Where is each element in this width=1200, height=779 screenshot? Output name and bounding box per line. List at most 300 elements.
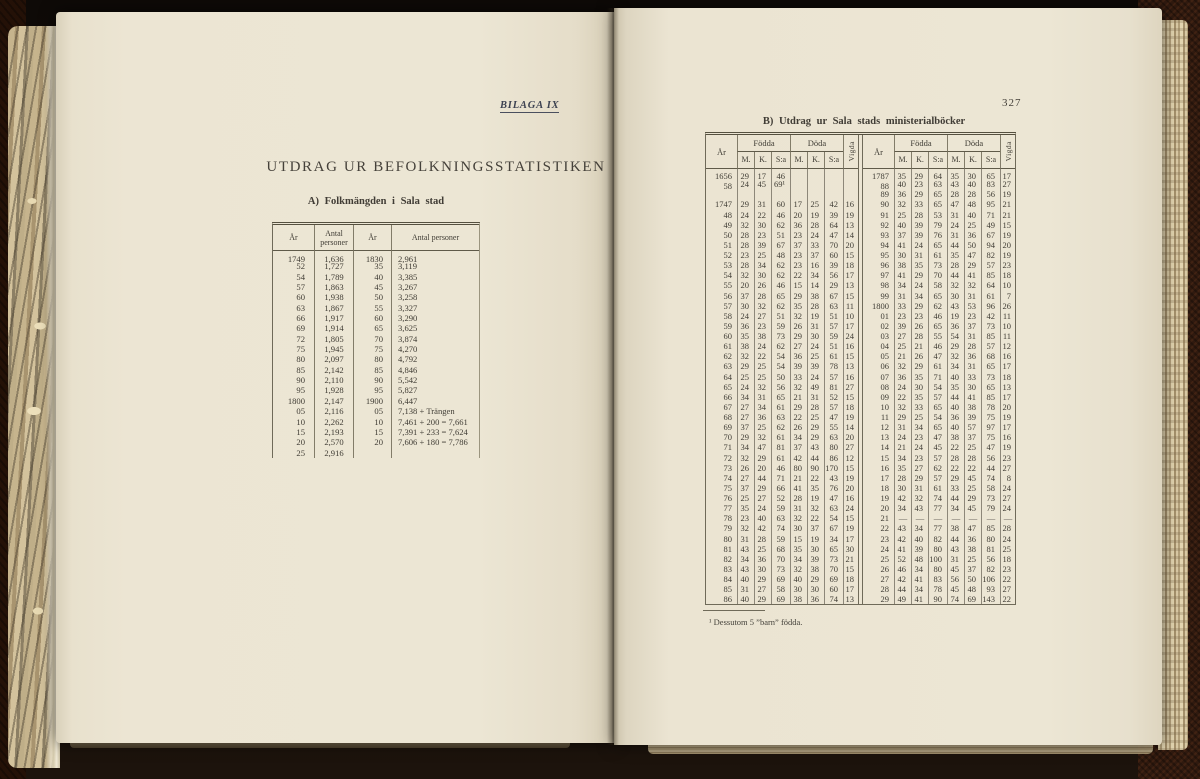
table-b-cell: 63: [771, 513, 790, 523]
table-b-cell: [706, 189, 737, 199]
table-b-cell: 71: [981, 210, 1000, 220]
table-b-cell: 65: [928, 189, 947, 199]
table-b-cell: 20: [1000, 402, 1015, 412]
table-b-cell: 29: [790, 291, 807, 301]
table-b-cell: 43: [807, 442, 824, 452]
table-b-cell: 47: [947, 199, 964, 209]
table-b-cell: 31: [947, 210, 964, 220]
table-b-cell: 10: [1000, 280, 1015, 290]
table-b-cell: 25: [754, 361, 771, 371]
table-a-cell: 1,863: [314, 282, 353, 292]
table-b-cell: 20: [843, 483, 858, 493]
table-b-cell: 48: [911, 554, 928, 564]
table-b-cell: 23: [911, 311, 928, 321]
table-b-cell: 35: [737, 503, 754, 513]
table-a-cell: 45: [353, 282, 391, 292]
table-b-cell: 39: [807, 361, 824, 371]
table-b-cell: 24: [737, 311, 754, 321]
table-b-cell: 44: [894, 584, 911, 594]
table-b-cell: 85: [723, 584, 732, 595]
table-a-cell: 2,961: [391, 251, 479, 261]
table-b-cell: 15: [790, 534, 807, 544]
table-b-cell: 25: [754, 250, 771, 260]
table-b-cell: 25: [807, 412, 824, 422]
table-b-cell: 40: [737, 574, 754, 584]
table-b-cell: 57: [928, 453, 947, 463]
table-b-cell: 35: [947, 250, 964, 260]
table-b-cell: 61: [771, 453, 790, 463]
table-b-cell: [843, 169, 858, 179]
table-a-cell: 10: [296, 416, 305, 427]
table-b-cell: 49: [723, 219, 732, 230]
table-b-cell: 19: [1000, 442, 1015, 452]
table-a-cell: 7,391 + 233 = 7,624: [391, 427, 479, 437]
table-b-cell: 26: [1000, 301, 1015, 311]
table-b-cell: 36: [894, 372, 911, 382]
table-b-cell: 74: [947, 594, 964, 604]
table-a-cell: 2,262: [314, 417, 353, 427]
table-b-cell: 36: [790, 351, 807, 361]
table-b-cell: 40: [964, 210, 981, 220]
table-a-header-count: Antal personer: [314, 225, 353, 251]
table-b-cell: 45: [754, 179, 771, 189]
table-b-cell: 45: [928, 442, 947, 452]
table-b-cell: 49: [807, 382, 824, 392]
table-b-cell: 73: [771, 331, 790, 341]
table-a-cell: 2,110: [314, 375, 353, 385]
table-b-cell: 13: [843, 594, 858, 604]
table-b-cell: 58: [981, 483, 1000, 493]
table-b-cell: 03: [880, 331, 889, 341]
table-a-cell: [353, 448, 391, 458]
table-b-cell: 39: [824, 260, 843, 270]
table-b-cell: 37: [737, 291, 754, 301]
table-a-cell: 2,147: [314, 396, 353, 406]
table-b-cell: 56: [723, 290, 732, 301]
table-a-cell: [391, 448, 479, 458]
table-b-cell: 36: [754, 554, 771, 564]
table-b-cell: 40: [947, 422, 964, 432]
table-b-cell: 25: [880, 553, 889, 564]
table-b-cell: 65: [928, 199, 947, 209]
table-b-cell: 67: [824, 523, 843, 533]
table-a-cell: 90: [353, 375, 391, 385]
table-b-cell: 32: [737, 523, 754, 533]
table-b-cell: 19: [807, 311, 824, 321]
table-b-cell: 62: [928, 301, 947, 311]
table-b-cell: 80: [981, 534, 1000, 544]
table-b-cell: 50: [771, 372, 790, 382]
table-b-cell: 47: [754, 442, 771, 452]
table-b-cell: 63: [928, 179, 947, 189]
page-title: UTDRAG UR BEFOLKNINGSSTATISTIKEN: [266, 159, 606, 175]
table-b-cell: 34: [894, 453, 911, 463]
table-b-cell: 73: [981, 321, 1000, 331]
table-b-cell: 94: [880, 239, 889, 250]
table-b-cell: 17: [790, 199, 807, 209]
table-b-cell: 39: [894, 321, 911, 331]
table-b-cell: 100: [928, 554, 947, 564]
table-b-cell: 21: [894, 442, 911, 452]
table-b-cell: 63: [771, 412, 790, 422]
table-b-cell: 27: [737, 412, 754, 422]
table-b-cell: 21: [843, 554, 858, 564]
table-b-cell: 69: [824, 574, 843, 584]
table-b-cell: 24: [894, 432, 911, 442]
table-b-cell: 15: [843, 392, 858, 402]
table-b-cell: 34: [790, 432, 807, 442]
table-b-cell: 28: [947, 260, 964, 270]
table-b-cell: 32: [894, 402, 911, 412]
table-b-cell: 11: [1000, 331, 1015, 341]
table-a-cell: 20: [296, 437, 305, 448]
table-b-cell: 32: [947, 351, 964, 361]
table-b-cell: 73: [771, 564, 790, 574]
table-b-cell: 43: [947, 544, 964, 554]
table-b-cell: 46: [894, 564, 911, 574]
table-b-cell: 58: [928, 280, 947, 290]
table-b-cell: 29: [964, 493, 981, 503]
table-b-cell: 53: [723, 260, 732, 271]
table-b-cell: 27: [737, 473, 754, 483]
table-b-cell: 56: [981, 453, 1000, 463]
table-b-cell: 81: [723, 543, 732, 554]
table-b-cell: 23: [911, 432, 928, 442]
table-b-cell: 29: [911, 473, 928, 483]
table-b-cell: 29: [824, 280, 843, 290]
table-b-cell: 35: [894, 463, 911, 473]
table-b-cell: 40: [947, 372, 964, 382]
table-b-cell: 21: [911, 341, 928, 351]
table-b-cell: 60: [824, 250, 843, 260]
table-b-cell: 47: [824, 412, 843, 422]
table-b-cell: 26: [911, 321, 928, 331]
table-a-cell: 5,827: [391, 385, 479, 395]
table-a-cell: 1830: [353, 251, 391, 261]
table-b-cell: 63: [824, 432, 843, 442]
table-b-cell: 65: [824, 544, 843, 554]
table-b-cell: 52: [824, 392, 843, 402]
table-b-cell: 20: [754, 463, 771, 473]
table-b-cell: 17: [1000, 169, 1015, 179]
table-b-cell: 51: [723, 239, 732, 250]
table-b-cell: 54: [723, 270, 732, 281]
table-b-cell: 82: [981, 564, 1000, 574]
table-b-cell: 93: [880, 229, 889, 240]
table-b-cell: 24: [1000, 534, 1015, 544]
table-b-cell: 29: [807, 422, 824, 432]
table-b-cell: 70: [771, 554, 790, 564]
table-b-cell: 17: [843, 584, 858, 594]
table-b-cell: 22: [964, 463, 981, 473]
table-b-cell: —: [947, 513, 964, 523]
table-a-cell: 3,267: [391, 282, 479, 292]
table-b-cell: 18: [843, 260, 858, 270]
table-b-cell: 77: [928, 523, 947, 533]
table-b-cell: 38: [947, 523, 964, 533]
table-b-cell: 95: [981, 199, 1000, 209]
table-b-cell: 86: [723, 594, 732, 605]
table-b-cell: 37: [964, 432, 981, 442]
table-b-cell: 36: [964, 230, 981, 240]
table-b-cell: 28: [911, 210, 928, 220]
table-b-cell: 90: [807, 463, 824, 473]
table-b-cell: 26: [790, 422, 807, 432]
table-b-cell: 91: [880, 209, 889, 220]
table-b-cell: 33: [964, 372, 981, 382]
table-b-cell: 19: [1000, 250, 1015, 260]
table-a-cell: 55: [353, 303, 391, 313]
table-b-cell: 61: [771, 432, 790, 442]
table-a-cell: 1,938: [314, 292, 353, 302]
table-b-cell: 01: [880, 310, 889, 321]
table-b-cell: 32: [964, 280, 981, 290]
table-b-cell: —: [894, 513, 911, 523]
left-page: [56, 12, 614, 743]
table-b-cell: 28: [790, 493, 807, 503]
table-b-cell: 23: [790, 260, 807, 270]
table-b-cell: 41: [894, 544, 911, 554]
table-b-cell: 43: [947, 301, 964, 311]
table-b-cell: 34: [790, 554, 807, 564]
table-b-cell: [754, 189, 771, 199]
table-b-cell: 29: [790, 402, 807, 412]
table-b-cell: 38: [737, 341, 754, 351]
table-a-header-count: Antal personer: [391, 225, 479, 251]
table-b-cell: 31: [737, 534, 754, 544]
table-b-cell: 27: [790, 341, 807, 351]
table-b-cell: 48: [771, 250, 790, 260]
table-b-header-married: [843, 135, 858, 169]
table-b-cell: 58: [723, 310, 732, 321]
table-b-cell: 05: [880, 351, 889, 362]
table-b-cell: 25: [737, 372, 754, 382]
table-b-cell: 27: [843, 442, 858, 452]
table-a-cell: 7,138 + Trängen: [391, 406, 479, 416]
table-b-cell: [807, 169, 824, 179]
table-b-cell: 49: [894, 594, 911, 604]
table-b-cell: 32: [947, 280, 964, 290]
table-b-cell: 57: [723, 300, 732, 311]
table-b-cell: 64: [824, 220, 843, 230]
table-b-cell: 28: [964, 453, 981, 463]
table-b-cell: 61: [928, 483, 947, 493]
table-b-cell: 61: [981, 291, 1000, 301]
table-b-cell: 63: [824, 301, 843, 311]
table-b-cell: 61: [928, 361, 947, 371]
table-b-cell: 28: [880, 584, 889, 595]
table-b-header-born: Födda: [894, 135, 947, 152]
table-b-cell: 1800: [872, 300, 889, 311]
table-b-cell: 52: [723, 250, 732, 260]
table-b-cell: 37: [737, 483, 754, 493]
table-b-cell: 17: [843, 534, 858, 544]
table-b-cell: 67: [771, 240, 790, 250]
table-b-cell: 42: [981, 311, 1000, 321]
table-b-subheader-sum: S:a: [824, 152, 843, 169]
table-b-cell: 27: [737, 402, 754, 412]
table-b-cell: 143: [981, 594, 1000, 604]
table-b-cell: 46: [928, 341, 947, 351]
table-b-cell: 25: [754, 544, 771, 554]
table-a-cell: 2,097: [314, 354, 353, 364]
table-b-cell: 59: [771, 321, 790, 331]
table-b-cell: 02: [880, 320, 889, 331]
table-b-cell: [790, 179, 807, 189]
table-b-cell: 31: [894, 422, 911, 432]
table-b-cell: 28: [807, 220, 824, 230]
table-b-cell: 65: [928, 402, 947, 412]
table-b-cell: 50: [723, 229, 732, 240]
table-b-cell: 32: [894, 361, 911, 371]
table-b-cell: 65: [723, 381, 732, 392]
table-b-cell: 31: [964, 361, 981, 371]
table-b-cell: 32: [894, 199, 911, 209]
table-b-cell: 31: [754, 199, 771, 209]
table-b-cell: 27: [754, 584, 771, 594]
table-b-subheader-female: K.: [754, 152, 771, 169]
table-b-cell: 58: [771, 584, 790, 594]
table-b-cell: 38: [790, 594, 807, 604]
table-b-cell: 81: [824, 382, 843, 392]
table-b-cell: 36: [807, 594, 824, 604]
table-b-cell: 30: [790, 584, 807, 594]
table-b-cell: 78: [981, 402, 1000, 412]
table-b-cell: 32: [737, 220, 754, 230]
table-b-cell: 31: [964, 331, 981, 341]
table-b-cell: —: [928, 513, 947, 523]
table-a-cell: 1749: [287, 254, 305, 264]
table-b-cell: 30: [807, 331, 824, 341]
table-b-subheader-male: M.: [737, 152, 754, 169]
table-b-cell: 27: [1000, 584, 1015, 594]
table-b-cell: 54: [928, 412, 947, 422]
table-b-cell: 70: [928, 270, 947, 280]
table-b-cell: 170: [824, 463, 843, 473]
table-b-cell: 71: [771, 473, 790, 483]
table-b-cell: 46: [771, 463, 790, 473]
table-b-cell: 19: [1000, 189, 1015, 199]
table-b-cell: 42: [894, 534, 911, 544]
table-b-cell: 81: [981, 544, 1000, 554]
table-a-cell: 1900: [353, 396, 391, 406]
table-b-cell: 26: [911, 351, 928, 361]
table-b-cell: 14: [807, 280, 824, 290]
table-b-cell: 65: [928, 240, 947, 250]
table-a-cell: 15: [296, 426, 305, 437]
table-a-cell: 2,193: [314, 427, 353, 437]
table-b-cell: 19: [880, 493, 889, 503]
table-b-cell: 04: [880, 341, 889, 352]
table-b-cell: 32: [754, 301, 771, 311]
table-a-cell: 75: [296, 344, 305, 355]
table-b-cell: 57: [824, 402, 843, 412]
table-b-cell: 17: [1000, 422, 1015, 432]
table-b-cell: 61: [928, 250, 947, 260]
table-b-cell: 25: [894, 341, 911, 351]
table-b-cell: 22: [790, 270, 807, 280]
table-b-cell: 85: [981, 270, 1000, 280]
table-b-left-half: [706, 135, 858, 604]
table-b-cell: 47: [824, 493, 843, 503]
table-a-cell: 2,916: [314, 448, 353, 458]
table-b-cell: 30: [807, 584, 824, 594]
right-page: [614, 8, 1162, 745]
table-b-cell: 29: [911, 169, 928, 179]
table-b-cell: 29: [807, 574, 824, 584]
table-b-cell: 31: [807, 392, 824, 402]
table-a-cell: 75: [353, 344, 391, 354]
table-b-cell: 28: [737, 230, 754, 240]
table-b-cell: 48: [964, 584, 981, 594]
table-b-cell: 26: [737, 463, 754, 473]
table-b-cell: 23: [1000, 453, 1015, 463]
table-b-subheader-male: M.: [790, 152, 807, 169]
table-b-cell: 39: [790, 361, 807, 371]
table-b-cell: 31: [790, 503, 807, 513]
table-b-cell: 59: [771, 503, 790, 513]
table-b-cell: 15: [843, 351, 858, 361]
table-b-cell: 82: [723, 553, 732, 564]
table-b-cell: 29: [880, 594, 889, 605]
table-b-cell: 23: [790, 250, 807, 260]
table-b-cell: —: [911, 513, 928, 523]
table-b-cell: 39: [807, 554, 824, 564]
table-b-cell: 30: [964, 382, 981, 392]
table-b-cell: 16: [843, 341, 858, 351]
table-b-cell: 39: [824, 210, 843, 220]
table-b-cell: 62: [771, 422, 790, 432]
table-b-cell: 40: [964, 179, 981, 189]
table-b-cell: 18: [1000, 554, 1015, 564]
table-b-cell: 19: [1000, 230, 1015, 240]
table-b-cell: 44: [947, 270, 964, 280]
table-b-cell: 61: [824, 351, 843, 361]
table-b-cell: 59: [824, 331, 843, 341]
table-b-cell: 63: [824, 503, 843, 513]
table-b-cell: 44: [947, 493, 964, 503]
table-b-cell: 22: [807, 473, 824, 483]
table-b-cell: 64: [981, 280, 1000, 290]
table-b-cell: 38: [964, 402, 981, 412]
table-b-cell: 16: [807, 260, 824, 270]
table-b-cell: 62: [928, 463, 947, 473]
table-b-cell: 19: [807, 493, 824, 503]
table-b-cell: 10: [1000, 321, 1015, 331]
table-b-cell: 32: [737, 270, 754, 280]
table-b-cell: 25: [754, 372, 771, 382]
table-b-cell: 62: [771, 270, 790, 280]
table-b-cell: 54: [824, 513, 843, 523]
table-b-cell: 24: [807, 230, 824, 240]
table-b-cell: 34: [947, 503, 964, 513]
table-b-cell: 15: [790, 280, 807, 290]
table-b-cell: 96: [880, 260, 889, 271]
table-b-cell: 74: [824, 594, 843, 604]
table-b-cell: 35: [894, 169, 911, 179]
table-b-cell: [843, 189, 858, 199]
table-b-cell: 55: [723, 280, 732, 291]
table-b-cell: 8: [1000, 473, 1015, 483]
table-b-cell: 34: [737, 392, 754, 402]
table-b-cell: 24: [911, 240, 928, 250]
table-b-cell: 83: [928, 574, 947, 584]
table-a-cell: 7,461 + 200 = 7,661: [391, 417, 479, 427]
table-b-cell: 76: [824, 483, 843, 493]
table-b-cell: 34: [754, 260, 771, 270]
table-b-cell: 43: [737, 564, 754, 574]
table-b-cell: 11: [843, 301, 858, 311]
